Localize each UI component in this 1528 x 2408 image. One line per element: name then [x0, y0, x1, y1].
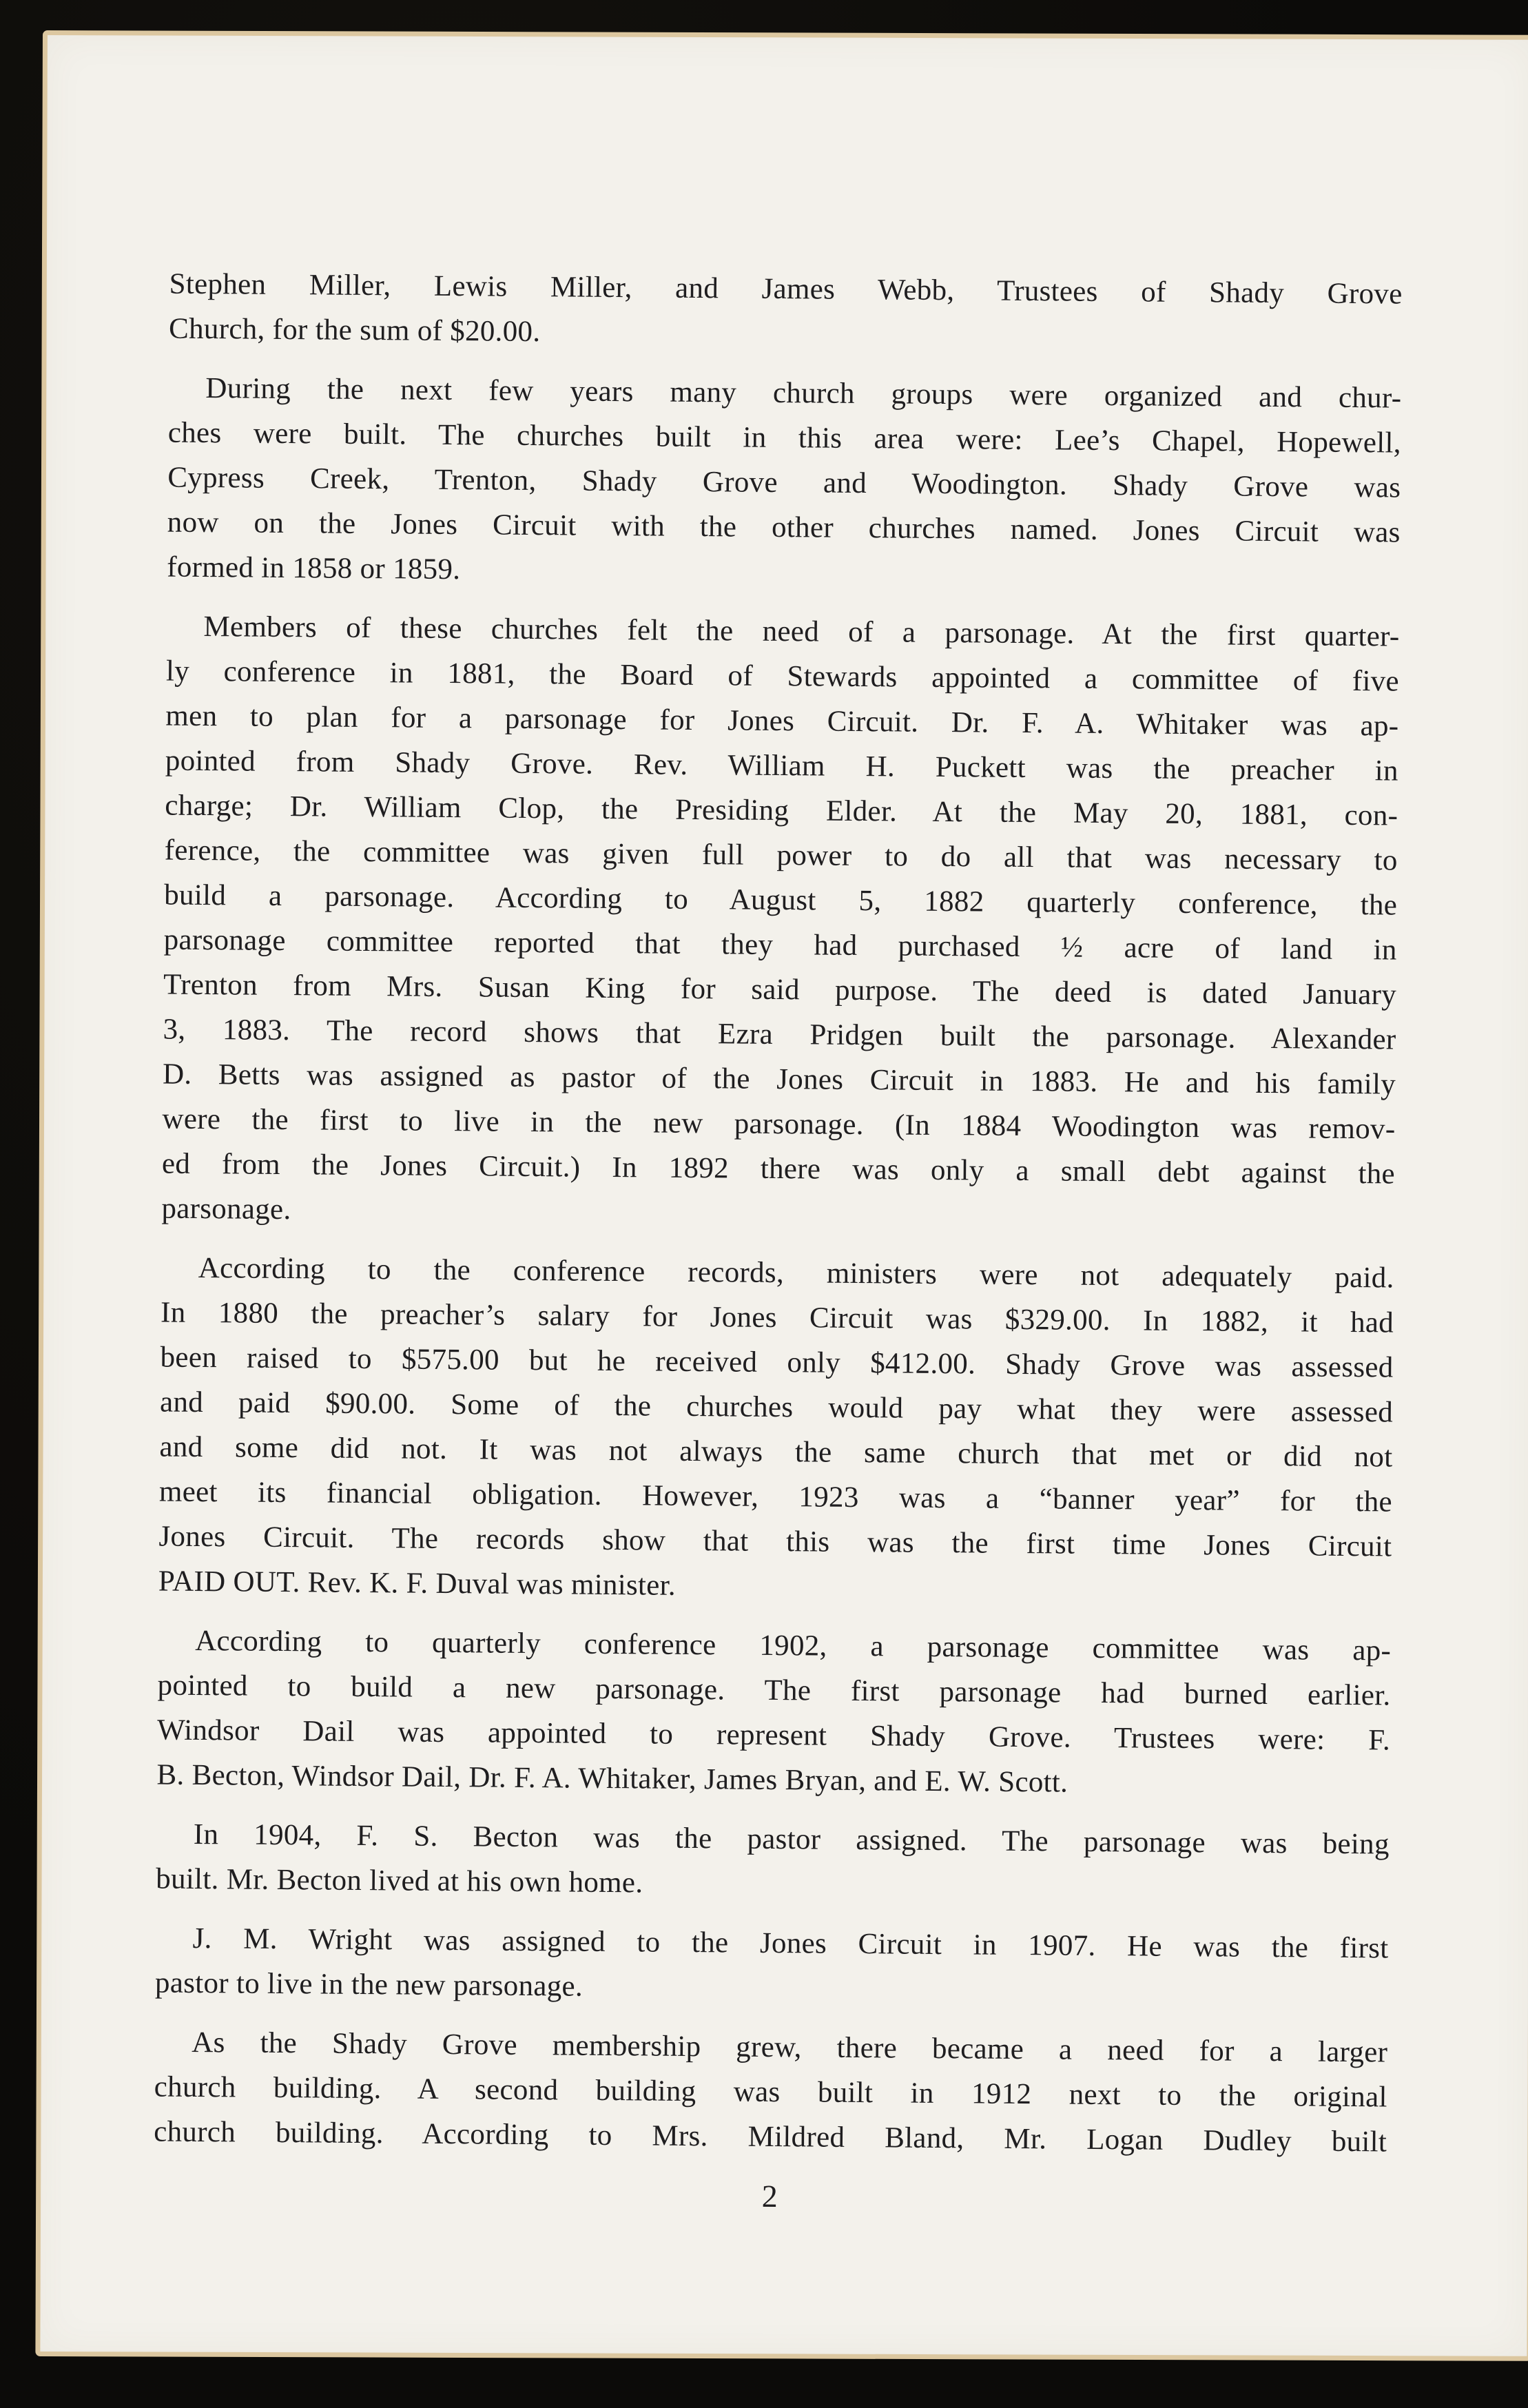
- text-line: pointed from Shady Grove. Rev. William H. Puckett was the preacher in: [165, 744, 1399, 788]
- text-line: church building. According to Mrs. Mildred Bland, Mr. Logan Dudley built: [154, 2115, 1387, 2159]
- page-number: 2: [761, 2178, 778, 2214]
- text-line: men to plan for a parsonage for Jones Circuit. Dr. F. A. Whitaker was ap-: [165, 699, 1399, 743]
- text-line: pointed to build a new parsonage. The first parsonage had burned earlier.: [157, 1669, 1391, 1712]
- paragraph: [156, 1618, 1391, 1808]
- text-line: meet its financial obligation. However, 1923 was a “banner year” for the: [158, 1475, 1393, 1519]
- text-line: formed in 1858 or 1859.: [167, 550, 461, 586]
- paragraph: [158, 1246, 1394, 1614]
- text-line: church building. A second building was built in 1912 next to the original: [154, 2070, 1387, 2114]
- text-line: pastor to live in the new parsonage.: [154, 1966, 584, 2003]
- text-line: ly conference in 1881, the Board of Stewards appointed a committee of five: [165, 655, 1400, 698]
- text-line: Stephen Miller, Lewis Miller, and James Webb, Trustees of Shady Grove: [169, 267, 1403, 311]
- text-line: ed from the Jones Circuit.) In 1892 there was only a small debt against the: [161, 1147, 1396, 1191]
- text-line: and some did not. It was not always the same church that met or did not: [159, 1430, 1393, 1474]
- text-line: J. M. Wright was assigned to the Jones Circuit in 1907. He was the first: [192, 1922, 1389, 1965]
- paragraph: [169, 262, 1403, 362]
- text-line: Windsor Dail was appointed to represent Shady Grove. Trustees were: F.: [156, 1714, 1391, 1757]
- text-line: were the first to live in the new parsonage. (In 1884 Woodington was remov-: [162, 1102, 1396, 1146]
- text-line: build a parsonage. According to August 5, 1882 quarterly conference, the: [164, 878, 1398, 922]
- text-line: D. Betts was assigned as pastor of the Jones Circuit in 1883. He and his family: [162, 1058, 1396, 1101]
- text-line: Jones Circuit. The records show that this was the first time Jones Circuit: [158, 1520, 1392, 1563]
- text-line: been raised to $575.00 but he received only $412.00. Shady Grove was assessed: [160, 1341, 1394, 1384]
- paragraph: [154, 2019, 1388, 2164]
- book-page: [35, 30, 1528, 2361]
- text-line: In 1880 the preacher’s salary for Jones Circuit was $329.00. In 1882, it had: [160, 1296, 1394, 1339]
- paragraph: [156, 1812, 1390, 1912]
- paragraph: [167, 366, 1402, 600]
- text-line: According to the conference records, ministers were not adequately paid.: [198, 1251, 1394, 1295]
- text-line: 3, 1883. The record shows that Ezra Pridgen built the parsonage. Alexander: [163, 1013, 1396, 1056]
- page-text: [153, 262, 1403, 2224]
- paragraph: [161, 604, 1400, 1242]
- text-line: Church, for the sum of $20.00.: [168, 312, 541, 349]
- text-line: built. Mr. Becton lived at his own home.: [156, 1862, 643, 1900]
- text-line: charge; Dr. William Clop, the Presiding Elder. At the May 20, 1881, con-: [165, 789, 1398, 832]
- text-line: Cypress Creek, Trenton, Shady Grove and Woodington. Shady Grove was: [167, 461, 1401, 504]
- text-line: ches were built. The churches built in this area were: Lee’s Chapel, Hopewell,: [167, 416, 1401, 460]
- text-line: According to quarterly conference 1902, a parsonage committee was ap-: [194, 1624, 1392, 1667]
- text-line: Trenton from Mrs. Susan King for said purpose. The deed is dated January: [163, 968, 1397, 1011]
- text-line: During the next few years many church groups were organized and chur-: [205, 372, 1402, 415]
- text-line: parsonage committee reported that they had purchased ½ acre of land in: [163, 923, 1397, 967]
- paragraph: [155, 1915, 1389, 2015]
- text-line: Members of these churches felt the need of a parsonage. At the first quarter-: [203, 610, 1400, 653]
- text-line: In 1904, F. S. Becton was the pastor assigned. The parsonage was being: [193, 1818, 1390, 1861]
- text-line: and paid $90.00. Some of the churches would pay what they were assessed: [159, 1386, 1394, 1429]
- text-line: parsonage.: [161, 1192, 291, 1226]
- text-line: now on the Jones Circuit with the other churches named. Jones Circuit was: [167, 506, 1401, 549]
- text-line: B. Becton, Windsor Dail, Dr. F. A. Whitaker, James Bryan, and E. W. Scott.: [156, 1758, 1068, 1799]
- text-line: As the Shady Grove membership grew, there became a need for a larger: [192, 2026, 1388, 2069]
- text-line: ference, the committee was given full power to do all that was necessary to: [164, 834, 1398, 877]
- text-line: PAID OUT. Rev. K. F. Duval was minister.: [158, 1565, 677, 1602]
